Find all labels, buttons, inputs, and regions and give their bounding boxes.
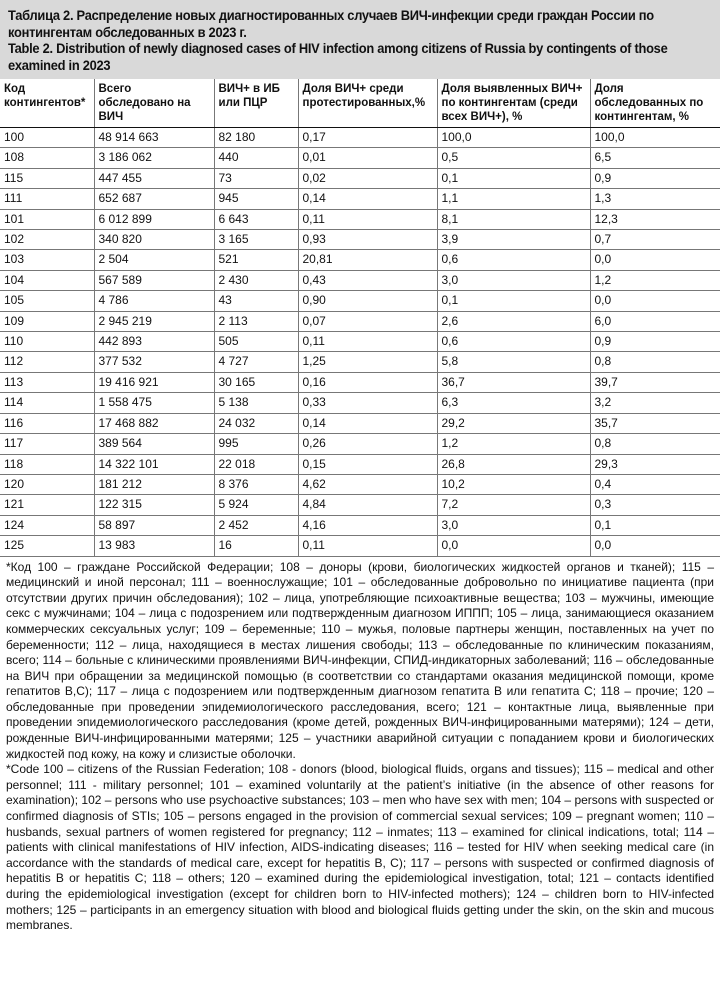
cell-share-positive: 0,16	[298, 372, 437, 392]
table-row	[0, 148, 720, 168]
cell-hiv-positive: 24 032	[214, 413, 298, 433]
cell-total-tested: 181 212	[94, 474, 214, 494]
cell-total-tested: 377 532	[94, 352, 214, 372]
cell-share-of-positive: 36,7	[437, 372, 590, 392]
cell-share-tested: 6,5	[590, 148, 720, 168]
footnote-ru: *Код 100 – граждане Российской Федерации; 108 – доноры (крови, биологических жидкостей органов и тканей); 115 – медицинский и иной персонал; 111 – военнослужащие; 101 – обследованные добровольно по инициативе пациента (при отсутствии других причин обследования); 102 – лица, употребляющие психоактивные вещества; 103 – мужчины, имеющие секс с мужчинами; 104 – лица с подозрением или подтвержденным диагнозом ИППП; 105 – лица, занимающиеся оказанием коммерческих сексуальных услуг; 109 – беременные; 110 – мужья, половые партнеры женщин, поставленных на учет по беременности; 112 – лица, находящиеся в местах лишения свободы; 113 – обследованные по клиническим показаниям, всего; 114 – больные с клиническими проявлениями ВИЧ-инфекции, СПИД-индикаторных заболеваний; 116 – обследованные на ВИЧ при обращении за медицинской помощью (в соответствии со стандартами оказания медицинской помощи, кроме гепатитов В,С); 117 – лица с подозрением или подтвержденным диагнозом гепатита В или гепатита С; 118 – прочие; 120 – обследованные при проведении эпидемиологического расследования, всего; 121 – контактные лица, выявленные при проведении эпидемиологического расследования (кроме детей, рожденных ВИЧ-инфицированными матерями); 124 – дети, рожденные ВИЧ-инфицированными матерями; 125 – участники аварийной ситуации с попаданием крови и биологических жидкостей под кожу, на кожу и слизистые оболочки.	[6, 559, 714, 761]
cell-total-tested: 1 558 475	[94, 393, 214, 413]
cell-share-positive: 0,90	[298, 291, 437, 311]
cell-share-tested: 35,7	[590, 413, 720, 433]
cell-share-positive: 0,14	[298, 189, 437, 209]
cell-share-positive: 0,07	[298, 311, 437, 331]
cell-code: 113	[0, 372, 94, 392]
footnote-en: *Code 100 – citizens of the Russian Federation; 108 - donors (blood, biological fluids, organs and tissues); 115 – medical and other personnel; 111 - military personnel; 101 – examined voluntarily at the patient’s initiative (in the absence of other reasons for examination); 102 – persons who use psychoactive substances; 103 – men who have sex with men; 104 – persons with suspected or confirmed diagnosis of STIs; 105 – persons engaged in the provision of commercial sexual services; 109 – pregnant women; 110 – husbands, sexual partners of women registered for pregnancy; 112 – inmates; 113 – examined for clinical indications, total; 114 – patients with clinical manifestations of HIV infection, AIDS-indicating diseases; 116 – tested for HIV when seeking medical care (in accordance with the standards of medical care, except for hepatitis B, C); 117 – persons with suspected or confirmed diagnosis of hepatitis B or hepatitis C; 118 – others; 120 – examined during the epidemiological investigation, total; 121 – contacts identified during the epidemiological investigation (except for children born to HIV-infected mothers); 124 – children born to HIV-infected mothers; 125 – participants in an emergency situation with blood and biological fluids getting under the skin, on the skin and mucous membranes.	[6, 762, 714, 933]
table-row	[0, 352, 720, 372]
cell-share-tested: 1,3	[590, 189, 720, 209]
cell-hiv-positive: 521	[214, 250, 298, 270]
cell-share-positive: 0,14	[298, 413, 437, 433]
cell-hiv-positive: 6 643	[214, 209, 298, 229]
cell-hiv-positive: 30 165	[214, 372, 298, 392]
cell-total-tested: 19 416 921	[94, 372, 214, 392]
cell-share-tested: 0,7	[590, 230, 720, 250]
cell-code: 121	[0, 495, 94, 515]
table-row	[0, 393, 720, 413]
cell-share-tested: 6,0	[590, 311, 720, 331]
cell-hiv-positive: 2 113	[214, 311, 298, 331]
table-header-row	[0, 79, 720, 128]
cell-share-positive: 0,01	[298, 148, 437, 168]
cell-share-of-positive: 1,1	[437, 189, 590, 209]
cell-code: 124	[0, 515, 94, 535]
cell-share-of-positive: 0,1	[437, 291, 590, 311]
cell-code: 110	[0, 332, 94, 352]
cell-share-of-positive: 3,0	[437, 515, 590, 535]
table-row	[0, 128, 720, 148]
table-row	[0, 250, 720, 270]
cell-total-tested: 567 589	[94, 270, 214, 290]
cell-share-of-positive: 1,2	[437, 434, 590, 454]
caption-ru: Таблица 2. Распределение новых диагностированных случаев ВИЧ-инфекции среди граждан России по контингентам обследованных в 2023 г.	[8, 7, 654, 40]
cell-hiv-positive: 73	[214, 168, 298, 188]
cell-hiv-positive: 2 430	[214, 270, 298, 290]
cell-hiv-positive: 43	[214, 291, 298, 311]
cell-share-positive: 0,15	[298, 454, 437, 474]
caption-en: Table 2. Distribution of newly diagnosed cases of HIV infection among citizens of Russia by contingents of those examined in 2023	[8, 40, 668, 73]
table-row	[0, 270, 720, 290]
cell-share-tested: 0,8	[590, 434, 720, 454]
cell-total-tested: 58 897	[94, 515, 214, 535]
cell-share-of-positive: 6,3	[437, 393, 590, 413]
cell-code: 101	[0, 209, 94, 229]
cell-share-positive: 20,81	[298, 250, 437, 270]
cell-share-tested: 0,9	[590, 332, 720, 352]
table-row	[0, 372, 720, 392]
cell-share-positive: 0,11	[298, 209, 437, 229]
cell-share-positive: 0,17	[298, 128, 437, 148]
cell-share-tested: 0,1	[590, 515, 720, 535]
cell-share-of-positive: 100,0	[437, 128, 590, 148]
cell-hiv-positive: 8 376	[214, 474, 298, 494]
cell-hiv-positive: 5 138	[214, 393, 298, 413]
table-row	[0, 536, 720, 556]
cell-hiv-positive: 505	[214, 332, 298, 352]
table-row	[0, 332, 720, 352]
cell-share-positive: 0,02	[298, 168, 437, 188]
table-row	[0, 454, 720, 474]
cell-share-positive: 0,26	[298, 434, 437, 454]
cell-total-tested: 3 186 062	[94, 148, 214, 168]
table-row	[0, 434, 720, 454]
cell-total-tested: 447 455	[94, 168, 214, 188]
cell-share-tested: 12,3	[590, 209, 720, 229]
cell-share-positive: 0,93	[298, 230, 437, 250]
cell-share-of-positive: 0,5	[437, 148, 590, 168]
cell-share-of-positive: 26,8	[437, 454, 590, 474]
cell-total-tested: 6 012 899	[94, 209, 214, 229]
header-total-tested: Всего обследовано на ВИЧ	[94, 79, 214, 128]
cell-total-tested: 48 914 663	[94, 128, 214, 148]
cell-code: 117	[0, 434, 94, 454]
cell-total-tested: 2 504	[94, 250, 214, 270]
cell-share-tested: 0,9	[590, 168, 720, 188]
header-hiv-positive: ВИЧ+ в ИБ или ПЦР	[214, 79, 298, 128]
table-row	[0, 311, 720, 331]
table-row	[0, 189, 720, 209]
cell-total-tested: 442 893	[94, 332, 214, 352]
cell-hiv-positive: 440	[214, 148, 298, 168]
cell-share-tested: 0,0	[590, 250, 720, 270]
cell-code: 103	[0, 250, 94, 270]
cell-code: 114	[0, 393, 94, 413]
cell-code: 115	[0, 168, 94, 188]
header-share-tested: Доля обследованных по контингентам, %	[590, 79, 720, 128]
cell-total-tested: 4 786	[94, 291, 214, 311]
cell-code: 109	[0, 311, 94, 331]
cell-hiv-positive: 4 727	[214, 352, 298, 372]
cell-share-tested: 0,8	[590, 352, 720, 372]
cell-hiv-positive: 995	[214, 434, 298, 454]
cell-share-tested: 0,0	[590, 291, 720, 311]
cell-share-of-positive: 8,1	[437, 209, 590, 229]
cell-code: 104	[0, 270, 94, 290]
cell-code: 120	[0, 474, 94, 494]
table-caption	[0, 0, 720, 79]
cell-hiv-positive: 16	[214, 536, 298, 556]
cell-share-tested: 3,2	[590, 393, 720, 413]
cell-share-positive: 1,25	[298, 352, 437, 372]
table-body	[0, 128, 720, 557]
cell-code: 116	[0, 413, 94, 433]
cell-share-of-positive: 0,6	[437, 250, 590, 270]
cell-total-tested: 122 315	[94, 495, 214, 515]
cell-code: 108	[0, 148, 94, 168]
header-contingent-code: Код контингентов*	[0, 79, 94, 128]
footnote	[0, 557, 720, 934]
table-row	[0, 515, 720, 535]
cell-hiv-positive: 22 018	[214, 454, 298, 474]
cell-code: 112	[0, 352, 94, 372]
cell-total-tested: 340 820	[94, 230, 214, 250]
cell-share-tested: 1,2	[590, 270, 720, 290]
cell-share-of-positive: 29,2	[437, 413, 590, 433]
cell-total-tested: 2 945 219	[94, 311, 214, 331]
header-share-of-all-positive: Доля выявленных ВИЧ+ по контингентам (среди всех ВИЧ+), %	[437, 79, 590, 128]
cell-share-tested: 39,7	[590, 372, 720, 392]
cell-total-tested: 389 564	[94, 434, 214, 454]
cell-code: 125	[0, 536, 94, 556]
cell-share-of-positive: 3,0	[437, 270, 590, 290]
cell-share-of-positive: 2,6	[437, 311, 590, 331]
cell-share-positive: 0,33	[298, 393, 437, 413]
cell-share-tested: 0,3	[590, 495, 720, 515]
cell-total-tested: 17 468 882	[94, 413, 214, 433]
cell-share-of-positive: 3,9	[437, 230, 590, 250]
cell-hiv-positive: 945	[214, 189, 298, 209]
cell-share-positive: 0,43	[298, 270, 437, 290]
table-row	[0, 495, 720, 515]
cell-share-of-positive: 0,1	[437, 168, 590, 188]
cell-code: 111	[0, 189, 94, 209]
cell-share-positive: 4,84	[298, 495, 437, 515]
cell-hiv-positive: 3 165	[214, 230, 298, 250]
table-row	[0, 209, 720, 229]
cell-share-positive: 0,11	[298, 332, 437, 352]
cell-code: 105	[0, 291, 94, 311]
cell-hiv-positive: 82 180	[214, 128, 298, 148]
cell-share-of-positive: 0,0	[437, 536, 590, 556]
cell-code: 118	[0, 454, 94, 474]
table-row	[0, 413, 720, 433]
cell-share-of-positive: 7,2	[437, 495, 590, 515]
cell-share-of-positive: 10,2	[437, 474, 590, 494]
cell-share-tested: 0,4	[590, 474, 720, 494]
cell-hiv-positive: 2 452	[214, 515, 298, 535]
header-share-positive-among-tested: Доля ВИЧ+ среди протестированных,%	[298, 79, 437, 128]
cell-share-of-positive: 0,6	[437, 332, 590, 352]
cell-total-tested: 13 983	[94, 536, 214, 556]
cell-code: 100	[0, 128, 94, 148]
cell-share-tested: 0,0	[590, 536, 720, 556]
cell-share-tested: 29,3	[590, 454, 720, 474]
cell-code: 102	[0, 230, 94, 250]
cell-share-positive: 4,16	[298, 515, 437, 535]
cell-hiv-positive: 5 924	[214, 495, 298, 515]
cell-share-positive: 4,62	[298, 474, 437, 494]
table-row	[0, 474, 720, 494]
cell-share-tested: 100,0	[590, 128, 720, 148]
cell-share-of-positive: 5,8	[437, 352, 590, 372]
cell-total-tested: 652 687	[94, 189, 214, 209]
hiv-distribution-table	[0, 79, 720, 557]
table-row	[0, 291, 720, 311]
cell-share-positive: 0,11	[298, 536, 437, 556]
table-row	[0, 230, 720, 250]
cell-total-tested: 14 322 101	[94, 454, 214, 474]
table-row	[0, 168, 720, 188]
